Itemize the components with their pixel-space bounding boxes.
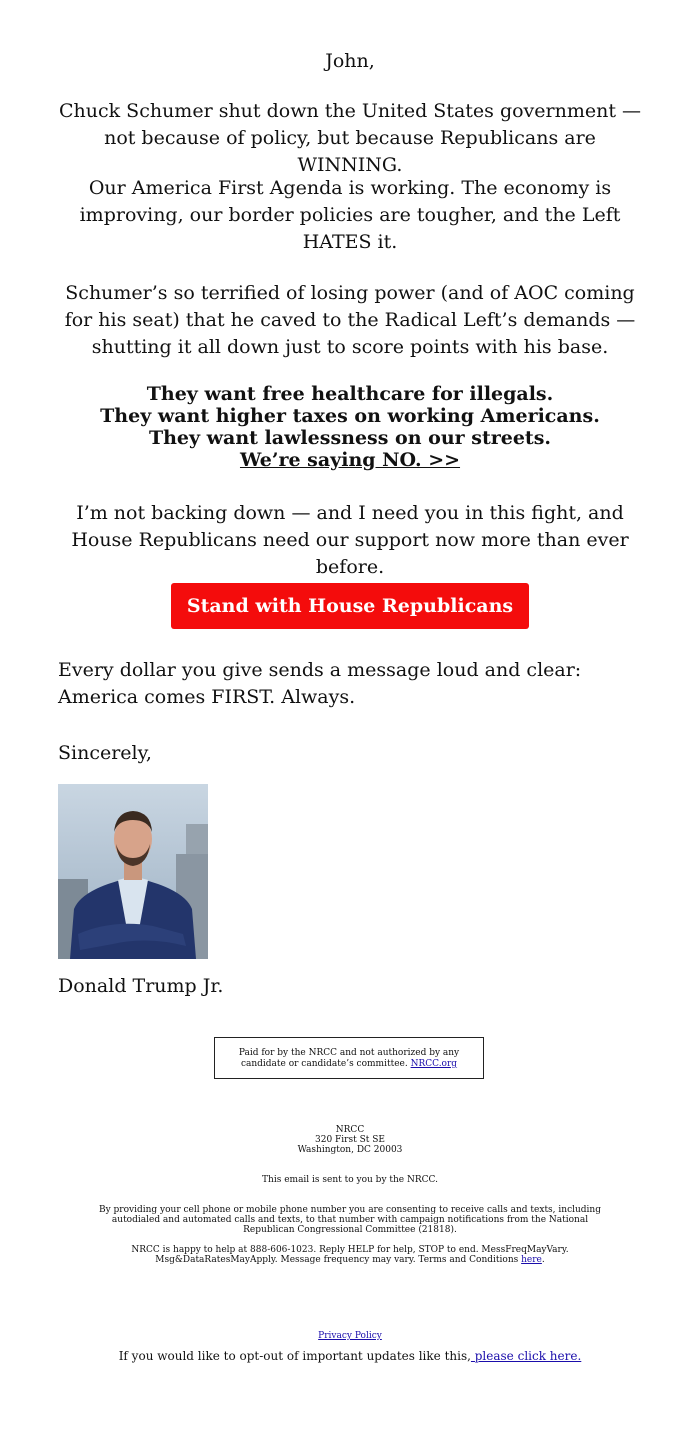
bold-line-1: They want free healthcare for illegals.	[146, 383, 554, 405]
terms-link[interactable]: here	[521, 1255, 542, 1265]
nrcc-link[interactable]: NRCC.org	[410, 1059, 458, 1069]
bold-line-3: They want lawlessness on our streets.	[148, 427, 552, 449]
optout-link[interactable]: please click here.	[470, 1349, 582, 1363]
optout-text: If you would like to opt-out of important updates like this,	[118, 1349, 471, 1363]
mailing-address	[0, 1125, 700, 1155]
signer-name: Donald Trump Jr.	[58, 975, 224, 997]
paragraph-2: Our America First Agenda is working. The economy is improving, our border policies are tougher, and the Left HATES it.	[79, 177, 621, 253]
sign-off: Sincerely,	[58, 742, 152, 764]
paragraph-4: I’m not backing down — and I need you in this fight, and House Republicans need our support now more than ever before.	[71, 502, 629, 578]
help-text: NRCC is happy to help at 888-606-1023. Reply HELP for help, STOP to end. MessFreqMayVary. Msg&DataRatesMayApply. Message frequency may vary. Terms and Conditions	[131, 1245, 569, 1265]
bold-line-2: They want higher taxes on working Americans.	[100, 405, 600, 427]
bold-statements	[40, 383, 660, 471]
address-line-2: 320 First St SE	[315, 1135, 385, 1145]
address-line-1: NRCC	[335, 1125, 365, 1135]
disclaimer-text: Paid for by the NRCC and not authorized by any candidate or candidate’s committee.	[238, 1048, 460, 1069]
saying-no-link[interactable]: We’re saying NO. >>	[239, 449, 461, 471]
privacy-policy-link[interactable]: Privacy Policy	[318, 1331, 382, 1341]
signer-photo	[58, 784, 208, 959]
consent-text: By providing your cell phone or mobile phone number you are consenting to receive calls and texts, including autodialed and automated calls and texts, to that number with campaign notifications from the National Republican Congressional Committee (21818).	[98, 1205, 601, 1235]
greeting: John,	[325, 50, 375, 72]
optout-block	[0, 1349, 700, 1364]
closing-paragraph: Every dollar you give sends a message loud and clear: America comes FIRST. Always.	[58, 659, 582, 708]
stand-with-house-republicans-button[interactable]: Stand with House Republicans	[171, 583, 529, 629]
help-text-block: NRCC is happy to help at 888-606-1023. Reply HELP for help, STOP to end. MessFreqMayVary. Msg&DataRatesMayApply. Message frequency may vary. Terms and Conditions here.	[131, 1245, 569, 1265]
sent-by-text: This email is sent to you by the NRCC.	[262, 1175, 438, 1185]
disclaimer-box	[214, 1037, 484, 1079]
address-line-3: Washington, DC 20003	[297, 1145, 403, 1155]
privacy-block	[0, 1331, 700, 1341]
paragraph-1: Chuck Schumer shut down the United States government — not because of policy, but because Republicans are WINNING.	[58, 100, 642, 176]
paragraph-3: Schumer’s so terrified of losing power (and of AOC coming for his seat) that he caved to the Radical Left’s demands — shutting it all down just to score points with his base.	[64, 282, 636, 358]
